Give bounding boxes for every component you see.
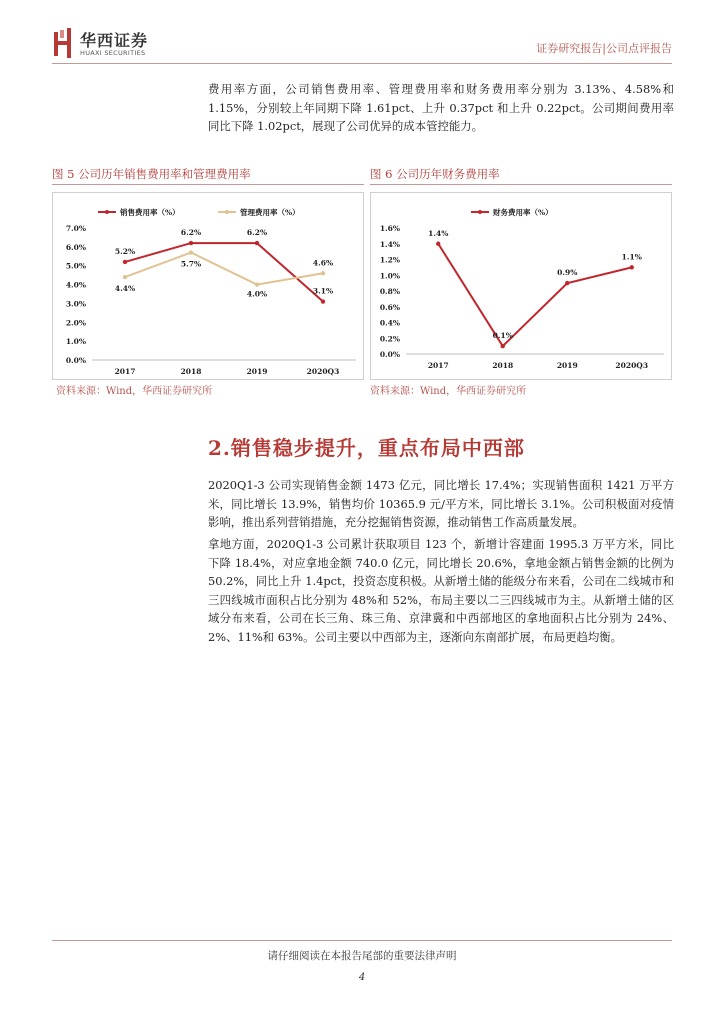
logo-mark-icon [52,28,74,58]
x-tick-label: 2018 [180,367,202,376]
footer-divider [52,940,672,941]
x-tick-label: 2019 [556,361,578,370]
legend-marker [225,210,229,214]
data-label: 1.4% [428,228,449,238]
data-point [189,250,193,254]
y-tick-label: 1.0% [379,271,400,281]
figure-5-chart [52,192,364,380]
figure-6-divider [370,184,672,185]
y-tick-label: 3.0% [65,299,86,309]
x-tick-label: 2017 [427,361,449,370]
legend-entry: 销售费用率（%） [120,208,180,217]
y-tick-label: 4.0% [65,280,86,290]
legend-entry: 管理费用率（%） [240,208,300,217]
land-acquisition-paragraph: 拿地方面，2020Q1-3 公司累计获取项目 123 个，新增计容建面 1995.3 万平方米，同比下降 18.4%，对应拿地金额 740.0 亿元，同比增长 20.6%，拿地金额占销售金额的比例为 50.2%，同比上升 1.4pct，投资态度积极。从新增土储的能级分布来看，公司在二线城市和三四线城市面积占比分别为 48%和 52%，布局主要以二三四线城市为主。从新增土储的区域分布来看，公司在长三角、珠三角、京津冀和中西部地区的拿地面积占比分别为 24%、2%、11%和 63%。公司主要以中西部为主，逐渐向东南部扩展，布局更趋均衡。 [208,537,674,644]
logo-chinese-name: 华西证券 [80,31,149,50]
data-label: 1.1% [621,252,642,262]
company-logo [52,26,172,66]
data-point [501,344,505,348]
legend-marker [478,210,482,214]
x-tick-label: 2018 [492,361,514,370]
y-tick-label: 0.0% [65,356,86,365]
page-number: 4 [358,972,366,983]
section-title: 2.销售稳步提升，重点布局中西部 [208,436,525,460]
data-label: 4.4% [114,284,136,294]
y-tick-label: 0.4% [379,318,400,328]
y-tick-label: 7.0% [65,224,86,233]
figure-6-chart [370,192,672,380]
x-tick-label: 2019 [246,367,268,376]
header-divider [52,63,672,64]
data-label: 6.2% [180,228,202,238]
x-tick-label: 2020Q3 [306,367,340,376]
expense-ratio-paragraph: 费用率方面，公司销售费用率、管理费用率和财务费用率分别为 3.13%、4.58%和 1.15%，分别较上年同期下降 1.61pct、上升 0.37pct 和上升 0.22pct。公司期间费用率同比下降 1.02pct，展现了公司优异的成本管控能力。 [208,82,674,133]
series-line [125,243,323,301]
y-tick-label: 0.6% [379,302,400,312]
data-label: 5.2% [114,246,136,256]
data-label: 5.7% [180,259,202,269]
data-point [565,281,569,285]
data-label: 4.0% [246,289,268,299]
figure-5-divider [52,184,364,185]
y-tick-label: 1.0% [65,337,86,347]
sales-paragraph: 2020Q1-3 公司实现销售金额 1473 亿元，同比增长 17.4%；实现销售面积 1421 万平方米，同比增长 13.9%，销售均价 10365.9 元/平方米，同比增长 3.1%。公司积极面对疫情影响，推出系列营销措施，充分挖掘销售资源，推动销售工作高质量发展。 [208,478,674,529]
legal-notice: 请仔细阅读在本报告尾部的重要法律声明 [267,950,457,962]
data-label: 0.9% [557,268,578,278]
y-tick-label: 0.8% [379,287,400,296]
data-point [123,260,127,264]
y-tick-label: 5.0% [65,261,86,271]
legend-marker [105,210,109,214]
data-point [123,275,127,279]
report-type-label: 证券研究报告|公司点评报告 [536,42,672,55]
y-tick-label: 0.2% [379,334,400,344]
figure-5-title: 图 5 公司历年销售费用率和管理费用率 [52,167,251,181]
data-point [436,242,440,246]
figure-6-title: 图 6 公司历年财务费用率 [370,167,500,181]
data-point [630,265,634,269]
data-point [321,299,325,303]
chart-frame [371,193,672,380]
logo-english-name: HUAXI SECURITIES [80,49,146,57]
data-point [255,241,259,245]
figure-5-source: 资料来源：Wind，华西证券研究所 [56,386,213,397]
y-tick-label: 1.2% [379,255,400,265]
x-tick-label: 2020Q3 [615,361,649,370]
x-tick-label: 2017 [114,367,136,376]
data-point [189,241,193,245]
series-line [125,253,323,285]
y-tick-label: 1.6% [379,224,400,233]
data-label: 3.1% [312,286,334,296]
data-point [321,271,325,275]
y-tick-label: 1.4% [379,239,400,249]
figure-6-source: 资料来源：Wind，华西证券研究所 [370,386,527,397]
y-tick-label: 2.0% [65,318,86,328]
data-label: 0.1% [492,331,513,341]
data-label: 6.2% [246,228,268,238]
y-tick-label: 0.0% [379,350,400,359]
data-point [255,282,259,286]
series-line [438,244,632,346]
legend-entry: 财务费用率（%） [493,208,553,217]
data-label: 4.6% [312,258,334,268]
y-tick-label: 6.0% [65,242,86,252]
